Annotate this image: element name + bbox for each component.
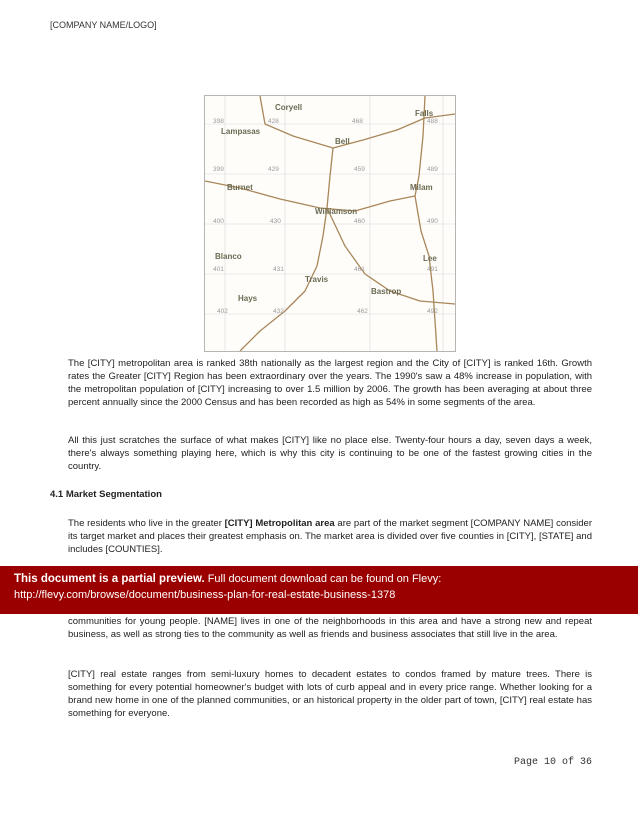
paragraph-city-appeal: All this just scratches the surface of what makes [CITY] like no place else. Twenty-four hours a day, seven days a week, there's always something playing here, which is why this city is continuing to be one of the fastest growing cities in the country. (68, 435, 592, 472)
svg-text:Bastrop: Bastrop (371, 287, 402, 296)
paragraph-communities-partial: communities for young people. [NAME] lives in one of the neighborhoods in this area and have a strong new and repeat business, as well as strong ties to the community as well as friends and business associates that still live in the area. (68, 616, 592, 640)
svg-text:489: 489 (427, 166, 438, 173)
preview-banner (0, 566, 638, 614)
svg-text:461: 461 (354, 266, 365, 273)
svg-text:Lampasas: Lampasas (221, 127, 261, 136)
paragraph-metro-ranking: The [CITY] metropolitan area is ranked 38th nationally as the largest region and the City of [CITY] is ranked 16th. Growth rates the Greater [CITY] Region has been extraordinary over the years. The 1990's saw a 48% increase in population, with the metropolitan population of [CITY] increasing to over 1.5 million by 2006. The growth has been averaging at about three percent annually since the 2000 Census and has been recorded as high as 54% in some segments of the area. (68, 358, 592, 408)
svg-text:468: 468 (352, 118, 363, 125)
svg-text:Williamson: Williamson (315, 207, 358, 216)
svg-text:459: 459 (354, 166, 365, 173)
svg-text:428: 428 (268, 118, 279, 125)
market-segment-bold-phrase: [CITY] Metropolitan area (224, 518, 335, 529)
svg-text:402: 402 (217, 308, 228, 315)
svg-text:429: 429 (268, 166, 279, 173)
svg-text:Milam: Milam (410, 183, 433, 192)
preview-banner-bold-text: This document is a partial preview. (14, 573, 205, 585)
paragraph-market-segment (68, 517, 592, 556)
svg-text:430: 430 (270, 218, 281, 225)
page-number: Page 10 of 36 (513, 757, 592, 768)
svg-text:401: 401 (213, 266, 224, 273)
svg-text:491: 491 (427, 266, 438, 273)
svg-text:488: 488 (427, 118, 438, 125)
county-map-svg (205, 96, 455, 351)
svg-text:Lee: Lee (423, 254, 437, 263)
svg-text:Travis: Travis (305, 275, 329, 284)
svg-text:Burnet: Burnet (227, 183, 253, 192)
svg-text:400: 400 (213, 218, 224, 225)
county-map-image (204, 95, 456, 352)
paragraph-real-estate-range: [CITY] real estate ranges from semi-luxury homes to decadent estates to condos framed by mature trees. There is something for every potential homeowner's budget with lots of curb appeal and in every price range. Whether looking for a brand new home in one of the planned communities, or an historical property in the older part of town, [CITY] real estate has something for everyone. (68, 669, 592, 719)
section-heading-market-segmentation: 4.1 Market Segmentation (50, 489, 162, 500)
svg-text:399: 399 (213, 166, 224, 173)
svg-text:490: 490 (427, 218, 438, 225)
svg-text:462: 462 (357, 308, 368, 315)
market-segment-text-end: are part of the market segment [COMPANY NAME] consider its target market and places their greatest emphasis on. The market area is divided over five counties in [CITY], [STATE] and includes [COUNTIES]. (68, 518, 592, 555)
svg-text:492: 492 (427, 308, 438, 315)
preview-banner-message (14, 573, 624, 585)
svg-text:Falls: Falls (415, 109, 434, 118)
svg-text:Bell: Bell (335, 137, 350, 146)
flevy-document-link[interactable]: http://flevy.com/browse/document/business-plan-for-real-estate-business-1378 (14, 589, 396, 601)
svg-text:Blanco: Blanco (215, 252, 242, 261)
svg-text:432: 432 (273, 308, 284, 315)
company-logo-placeholder: [COMPANY NAME/LOGO] (50, 20, 157, 30)
svg-text:Hays: Hays (238, 294, 258, 303)
svg-text:460: 460 (354, 218, 365, 225)
preview-banner-regular-text: Full document download can be found on Flevy: (204, 573, 442, 585)
svg-text:Coryell: Coryell (275, 103, 303, 112)
svg-text:398: 398 (213, 118, 224, 125)
market-segment-text-start: The residents who live in the greater (68, 518, 225, 529)
svg-text:431: 431 (273, 266, 284, 273)
